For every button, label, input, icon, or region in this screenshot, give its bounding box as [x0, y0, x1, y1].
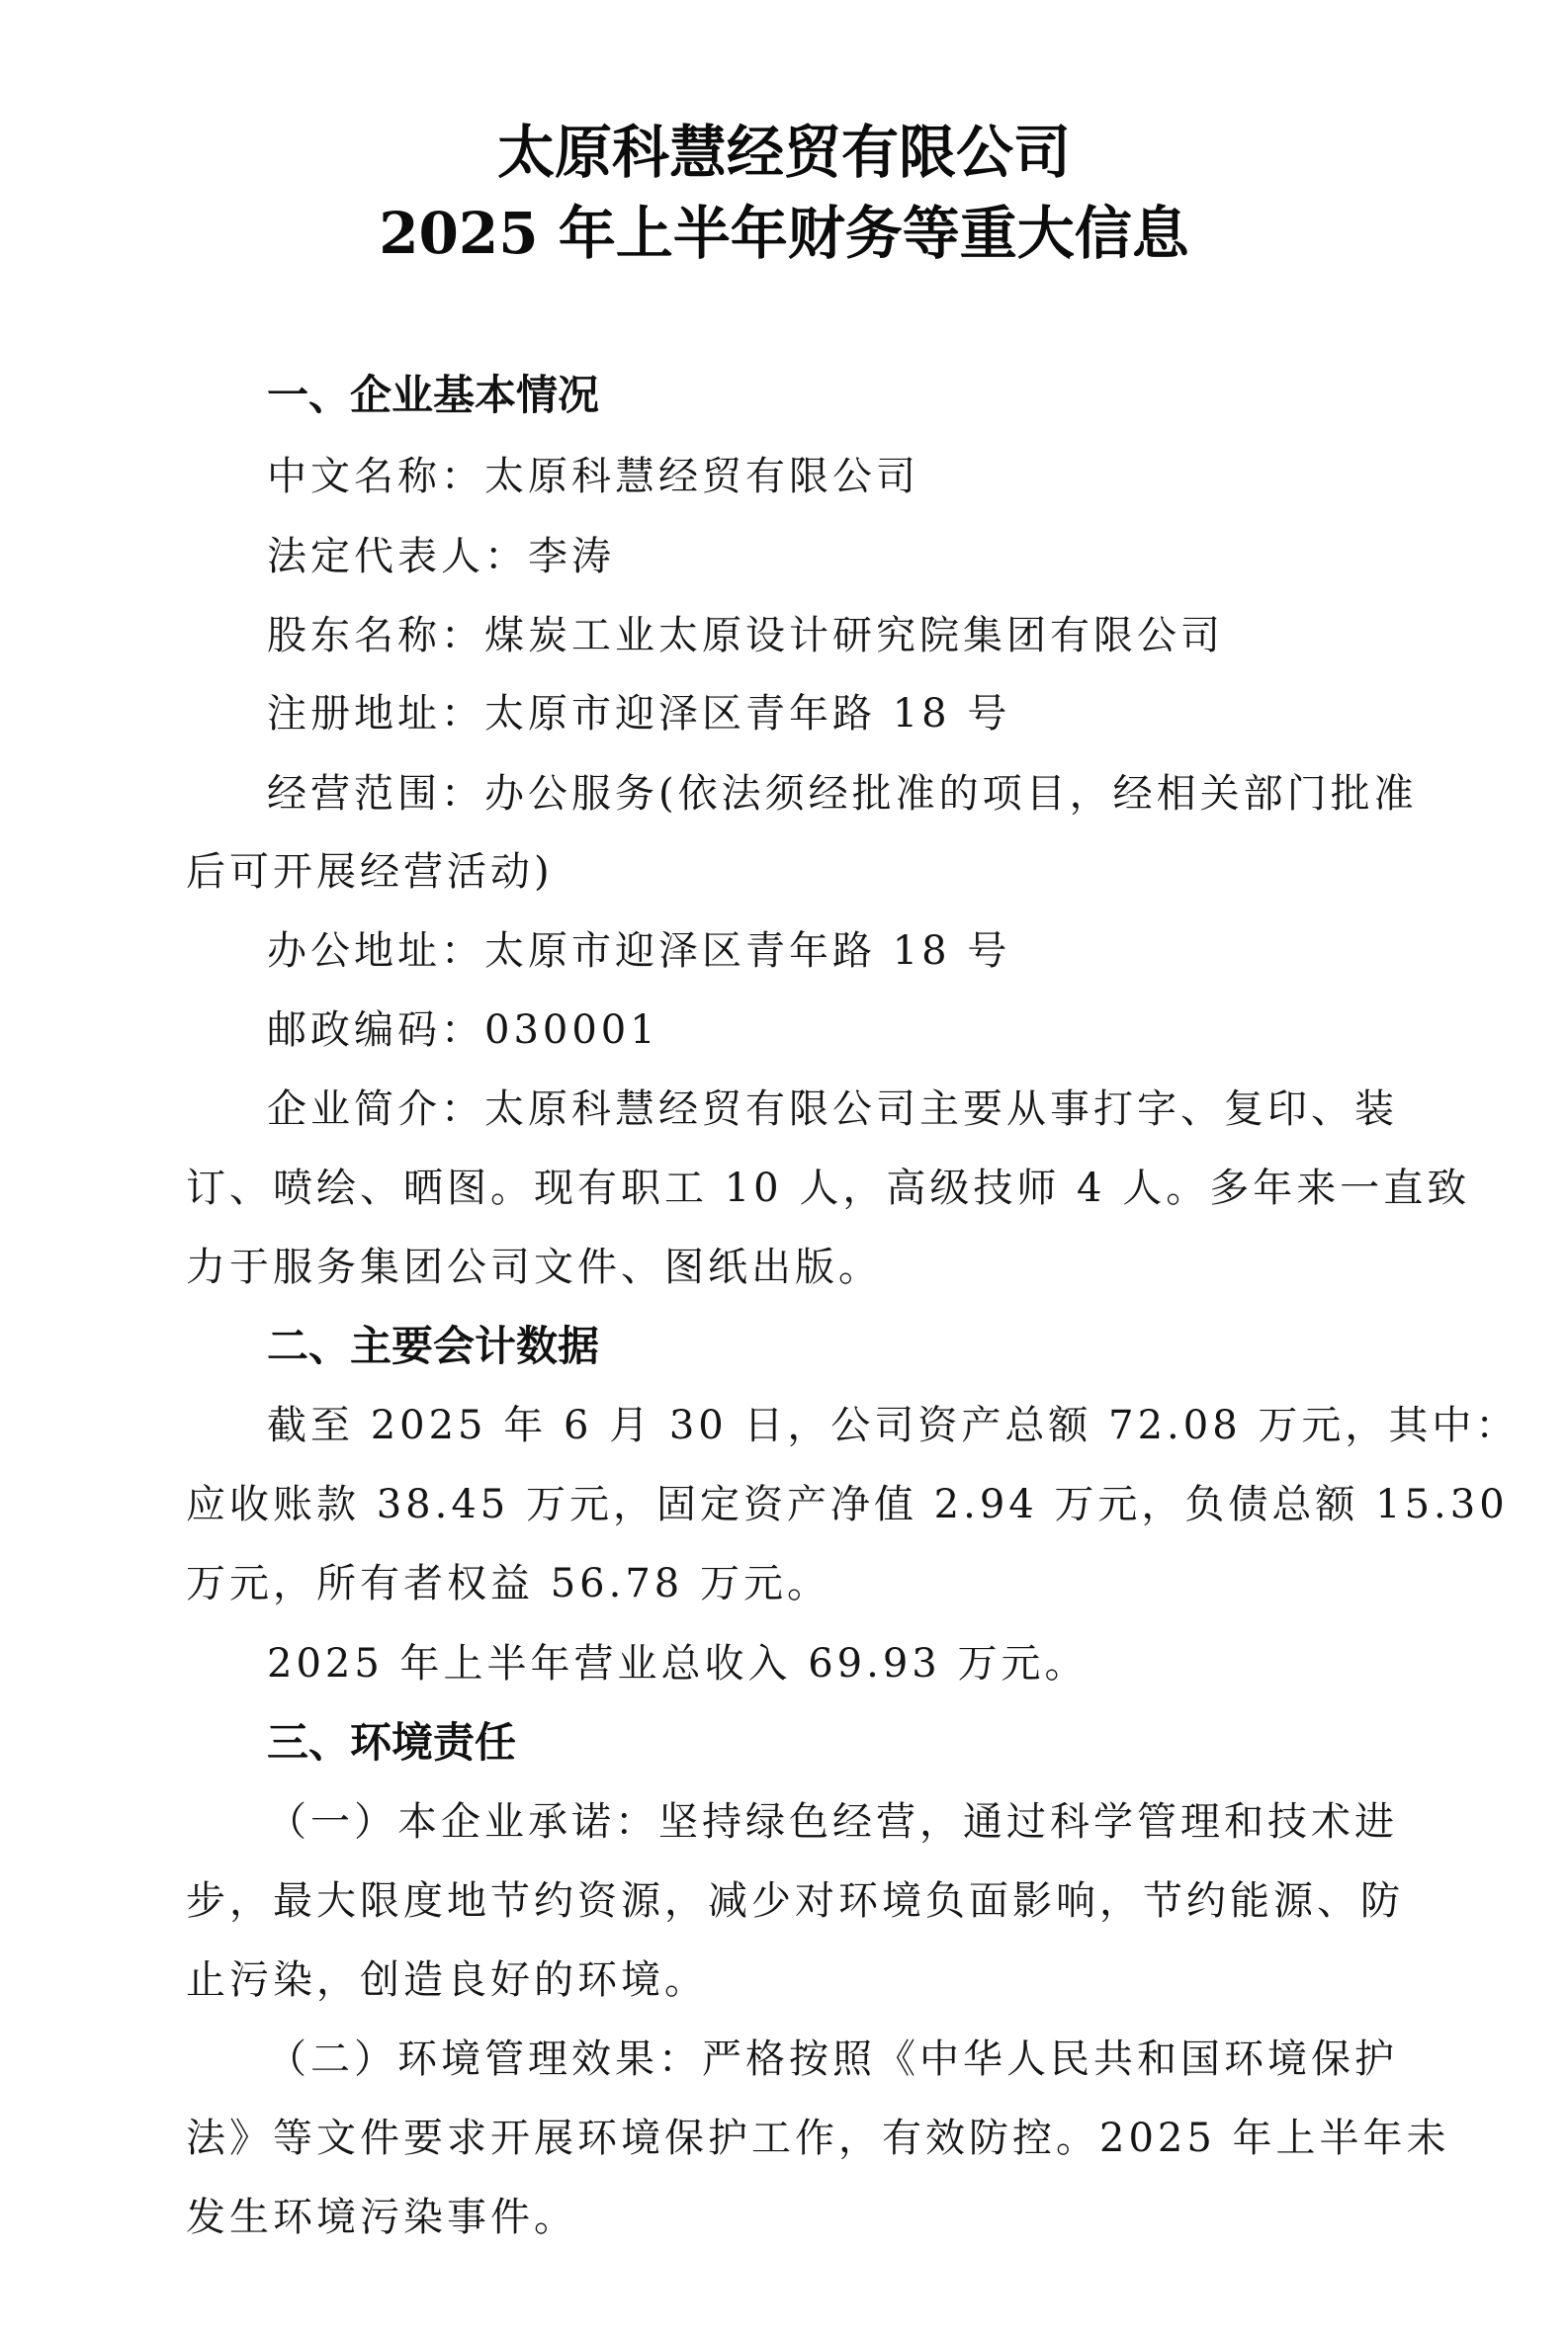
profile-line-1: 太原科慧经贸有限公司主要从事打字、复印、装 — [484, 1086, 1398, 1132]
env-item-1-line-2: 步，最大限度地节约资源，减少对环境负面影响，节约能源、防 — [186, 1878, 1404, 1924]
accounting-para-line-3: 万元，所有者权益 56.78 万元。 — [186, 1561, 830, 1606]
postal-code-label: 邮政编码： — [267, 1007, 484, 1053]
section-3-heading: 三、环境责任 — [267, 1718, 517, 1767]
section-1-heading: 一、企业基本情况 — [267, 371, 600, 419]
chinese-name-row — [267, 449, 919, 504]
accounting-para-line-1: 截至 2025 年 6 月 30 日，公司资产总额 72.08 万元，其中： — [267, 1403, 1520, 1448]
profile-row — [267, 1082, 1398, 1137]
office-address-value: 太原市迎泽区青年路 18 号 — [484, 928, 1011, 974]
office-address-row — [267, 923, 1010, 979]
business-scope-label: 经营范围： — [267, 771, 484, 817]
env-item-1-line-3: 止污染，创造良好的环境。 — [186, 1957, 708, 2003]
env-item-2-line-3: 发生环境污染事件。 — [186, 2195, 577, 2240]
env-item-2-line-2: 法》等文件要求开展环境保护工作，有效防控。2025 年上半年未 — [186, 2116, 1450, 2161]
shareholder-value: 煤炭工业太原设计研究院集团有限公司 — [484, 613, 1224, 658]
shareholder-row — [267, 608, 1224, 663]
chinese-name-value: 太原科慧经贸有限公司 — [484, 454, 919, 499]
business-scope-value-line-1: 办公服务(依法须经批准的项目，经相关部门批准 — [484, 771, 1418, 817]
legal-rep-row — [267, 529, 615, 584]
document-title-line-1: 太原科慧经贸有限公司 — [496, 119, 1071, 186]
business-scope-value-line-2: 后可开展经营活动) — [186, 849, 554, 895]
revenue-para: 2025 年上半年营业总收入 69.93 万元。 — [267, 1641, 1089, 1687]
chinese-name-label: 中文名称： — [267, 454, 484, 499]
reg-address-label: 注册地址： — [267, 691, 484, 737]
reg-address-value: 太原市迎泽区青年路 18 号 — [484, 691, 1011, 737]
postal-code-row — [267, 1002, 659, 1058]
accounting-para-line-2: 应收账款 38.45 万元，固定资产净值 2.94 万元，负债总额 15.30 — [186, 1482, 1509, 1527]
profile-line-2: 订、喷绘、晒图。现有职工 10 人，高级技师 4 人。多年来一直致 — [186, 1166, 1471, 1211]
env-item-2-line-1: （二）环境管理效果：严格按照《中华人民共和国环境保护 — [267, 2037, 1398, 2082]
legal-rep-label: 法定代表人： — [267, 534, 528, 579]
profile-label: 企业简介： — [267, 1086, 484, 1132]
postal-code-value: 030001 — [484, 1007, 659, 1053]
reg-address-row — [267, 686, 1010, 741]
office-address-label: 办公地址： — [267, 928, 484, 974]
legal-rep-value: 李涛 — [528, 534, 615, 579]
profile-line-3: 力于服务集团公司文件、图纸出版。 — [186, 1245, 882, 1290]
document-title-line-2: 2025 年上半年财务等重大信息 — [379, 200, 1189, 267]
env-item-1-line-1: （一）本企业承诺：坚持绿色经营，通过科学管理和技术进 — [267, 1799, 1398, 1845]
business-scope-row — [267, 766, 1418, 822]
shareholder-label: 股东名称： — [267, 613, 484, 658]
section-2-heading: 二、主要会计数据 — [267, 1322, 600, 1370]
